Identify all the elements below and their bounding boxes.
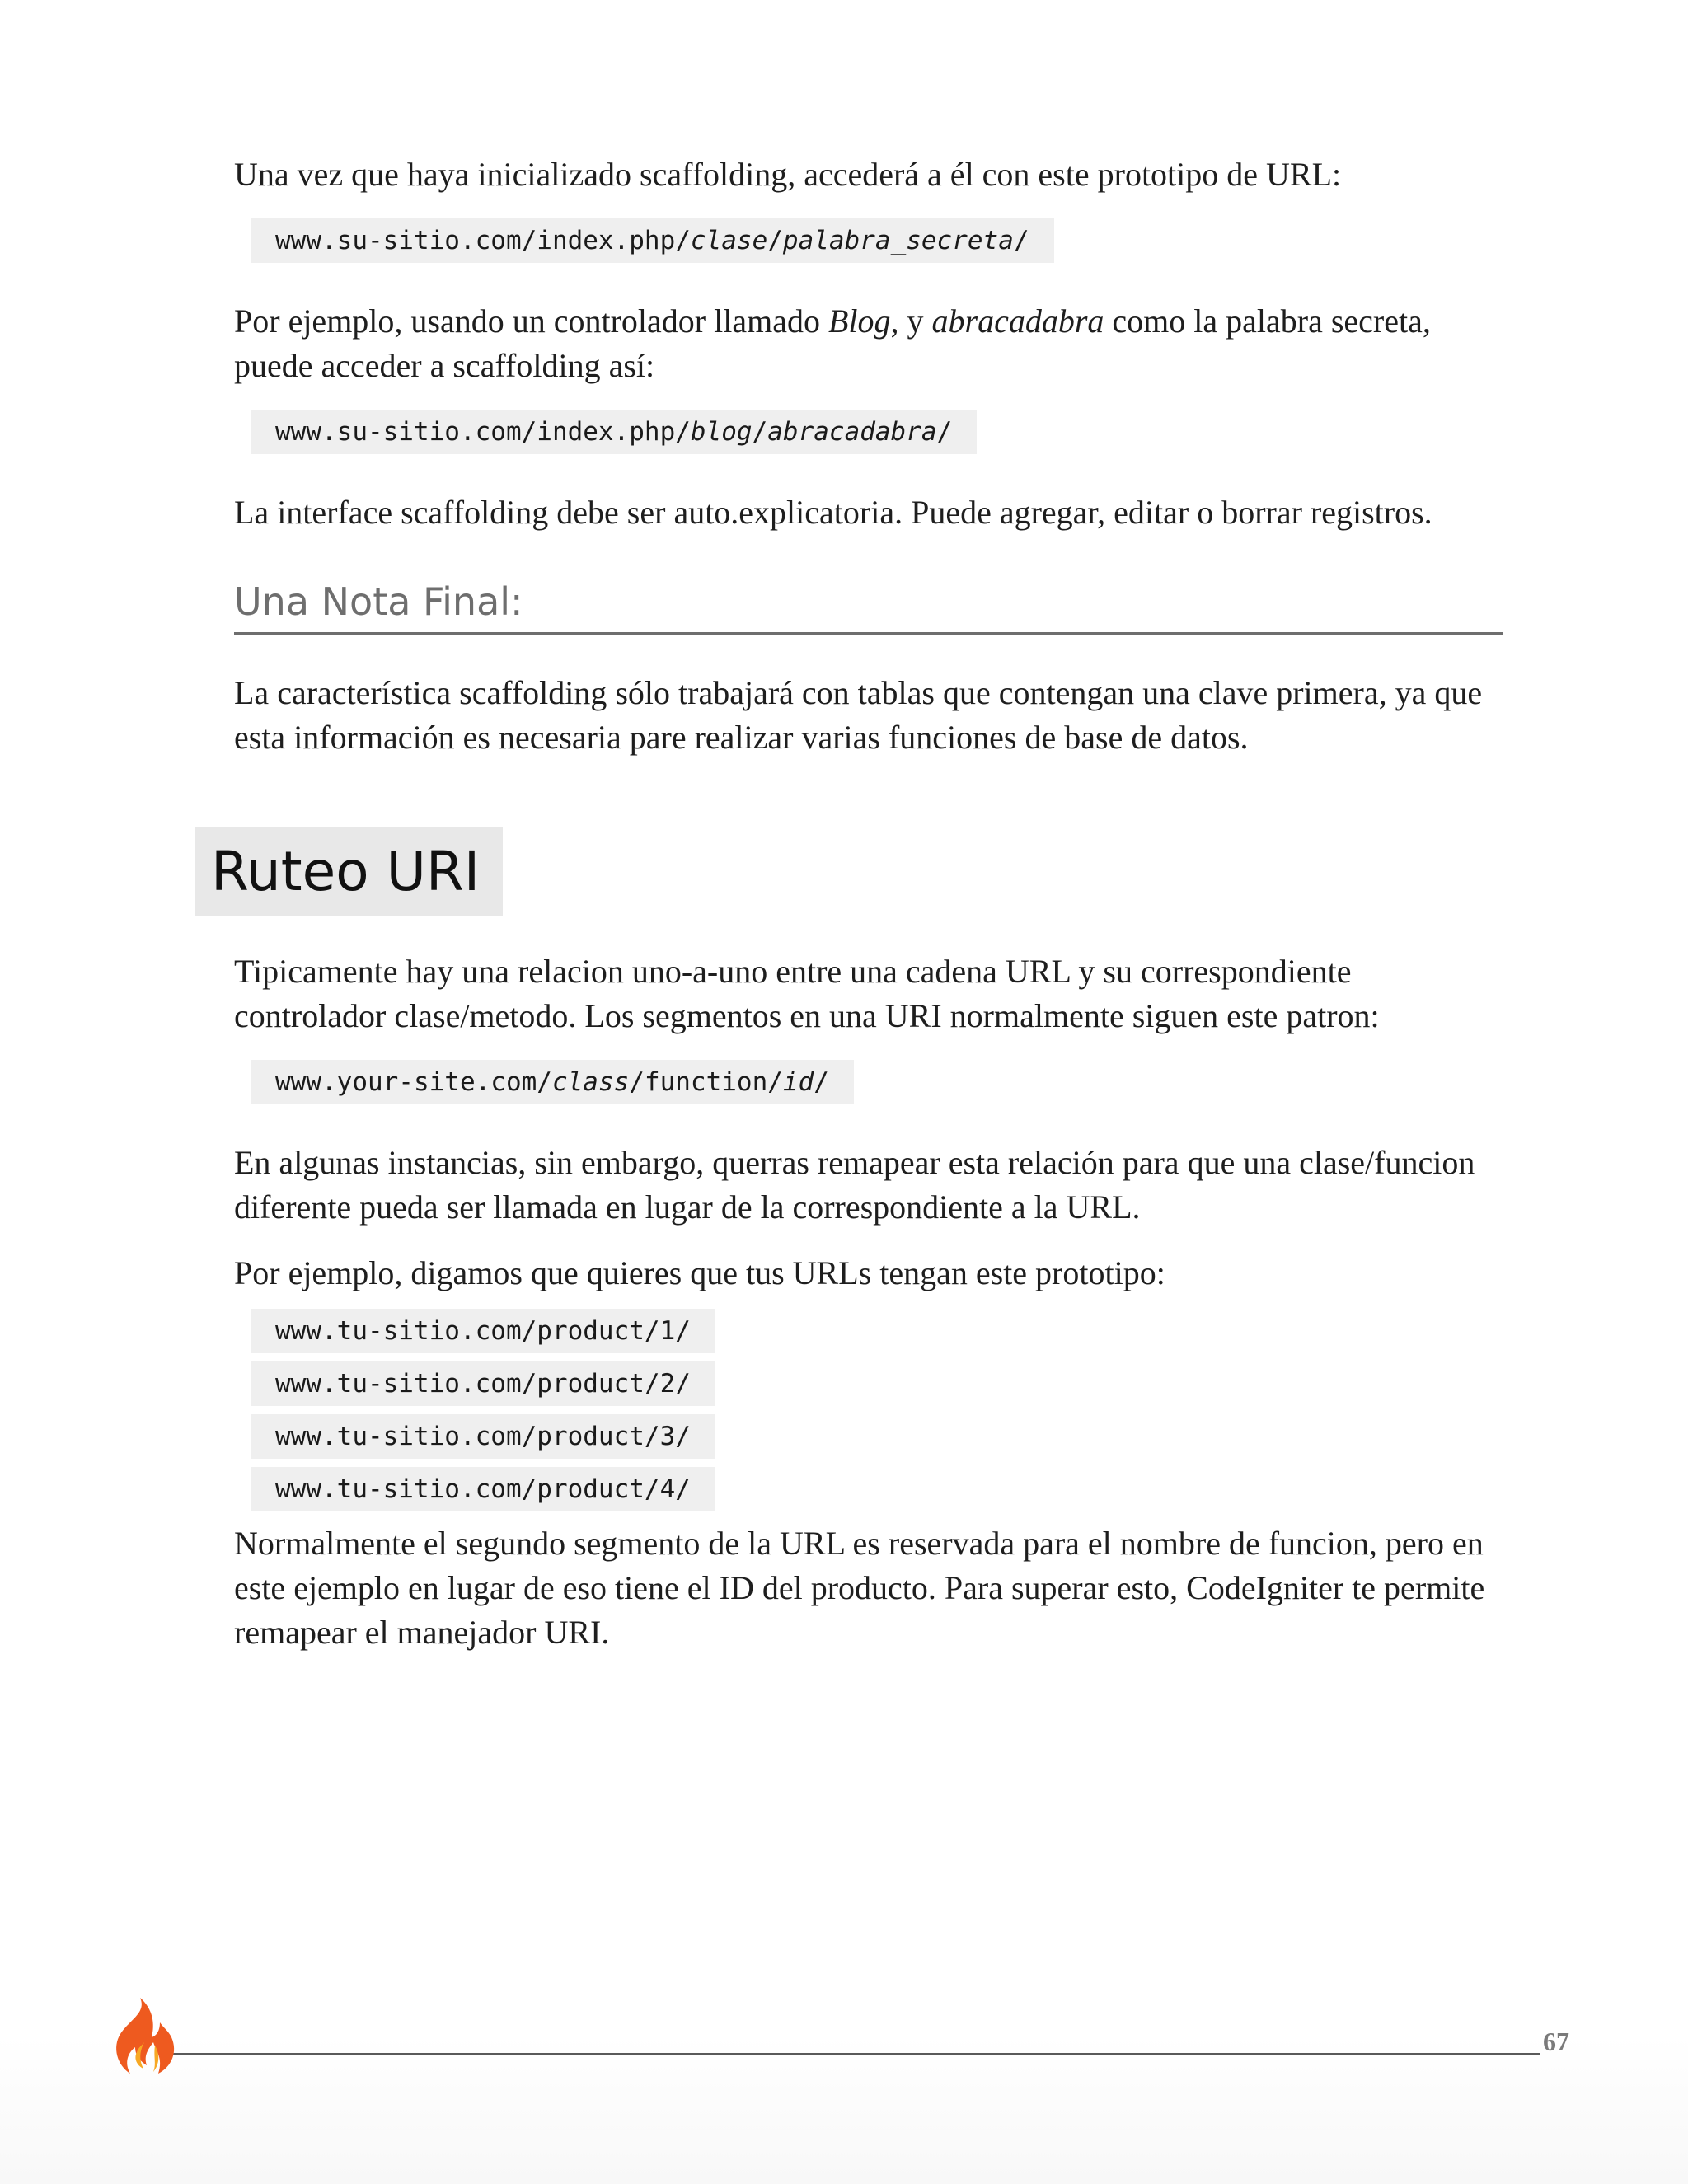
code-product-url: www.tu-sitio.com/product/1/ — [251, 1309, 715, 1353]
code-product-url: www.tu-sitio.com/product/4/ — [251, 1467, 715, 1511]
page-number: 67 — [1543, 2027, 1569, 2056]
code-url-blog-example: www.su-sitio.com/index.php/blog/abracadabra/ — [251, 410, 977, 454]
code-product-url: www.tu-sitio.com/product/2/ — [251, 1361, 715, 1406]
document-page — [211, 152, 1503, 1676]
paragraph-ruteo-intro: Tipicamente hay una relacion uno-a-uno entre una cadena URL y su correspondiente controlador clase/metodo. Los segmentos en una URI normalmente siguen este patron: — [234, 953, 1380, 1034]
footer-background — [0, 2036, 1688, 2184]
code-product-url: www.tu-sitio.com/product/3/ — [251, 1414, 715, 1459]
codeigniter-flame-icon — [106, 1994, 180, 2077]
paragraph-interface: La interface scaffolding debe ser auto.explicatoria. Puede agregar, editar o borrar registros. — [234, 494, 1432, 531]
paragraph-segment-explanation: Normalmente el segundo segmento de la URL es reservada para el nombre de funcion, pero en este ejemplo en lugar de eso tiene el ID del producto. Para superar esto, CodeIgniter te permite remapear el manejador URI. — [234, 1525, 1485, 1651]
paragraph-scaffolding-access: Una vez que haya inicializado scaffolding, accederá a él con este prototipo de URL: — [234, 156, 1342, 193]
paragraph-nota-final: La característica scaffolding sólo trabajará con tablas que contengan una clave primera, ya que esta información es necesaria pare realizar varias funciones de base de datos. — [234, 674, 1483, 756]
paragraph-prototype-example: Por ejemplo, digamos que quieres que tus URLs tengan este prototipo: — [234, 1254, 1165, 1291]
paragraph-example-blog: Por ejemplo, usando un controlador llamado Blog, y abracadabra como la palabra secreta, puede acceder a scaffolding así: — [234, 302, 1431, 384]
code-url-pattern: www.your-site.com/class/function/id/ — [251, 1060, 854, 1104]
chapter-heading-ruteo-uri: Ruteo URI — [195, 827, 503, 916]
footer-rule — [165, 2053, 1540, 2055]
section-heading-nota-final: Una Nota Final: — [234, 578, 1503, 635]
code-url-prototype: www.su-sitio.com/index.php/clase/palabra_secreta/ — [251, 218, 1054, 263]
paragraph-remap: En algunas instancias, sin embargo, querras remapear esta relación para que una clase/funcion diferente pueda ser llamada en lugar de la correspondiente a la URL. — [234, 1144, 1475, 1226]
